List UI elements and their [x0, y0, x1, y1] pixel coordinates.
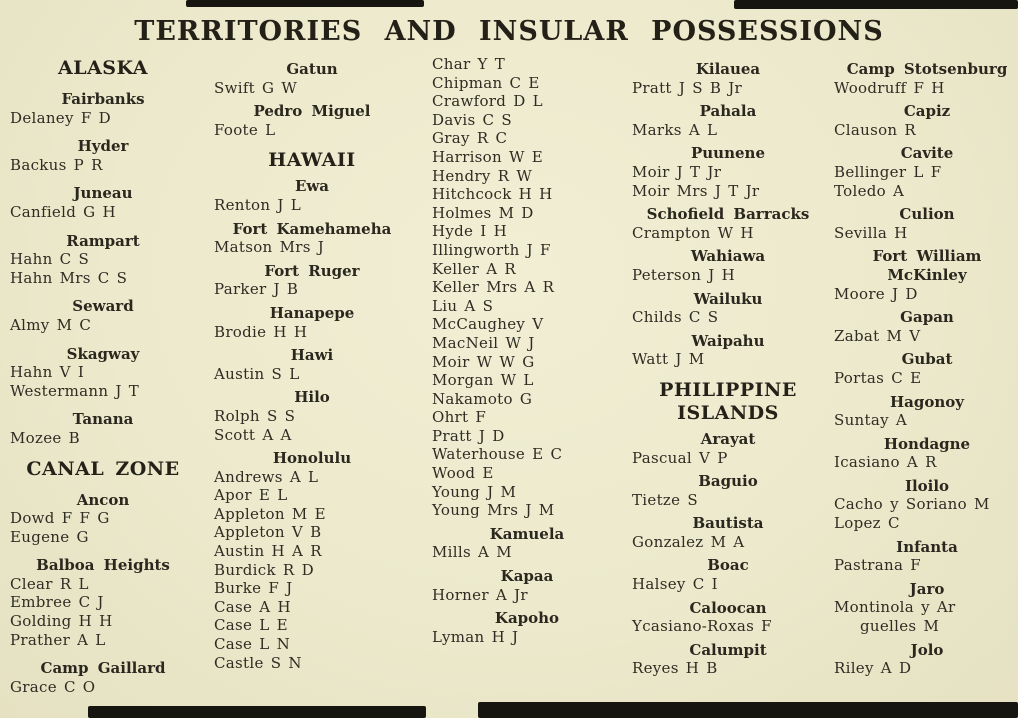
directory-entry: MacNeil W J [432, 333, 535, 352]
directory-entry: Young Mrs J M [432, 501, 555, 520]
directory-entry: Peterson J H [632, 265, 735, 284]
directory-entry: Woodruff F H [834, 78, 945, 97]
directory-entry: Matson Mrs J [214, 238, 325, 257]
directory-entry: Illingworth J F [432, 240, 551, 259]
directory-entry: Ycasiano-Roxas F [632, 617, 772, 636]
directory-entry: Keller Mrs A R [432, 278, 555, 297]
place-header-kapoho: Kapoho [494, 609, 560, 628]
directory-entry: Embree C J [10, 593, 104, 612]
place-header-waipahu: Waipahu [691, 331, 765, 350]
directory-entry: Delaney F D [10, 108, 111, 127]
scan-artifact-top-right [734, 0, 1018, 9]
place-header-fort-kamehameha: Fort Kamehameha [232, 219, 392, 238]
place-header-infanta: Infanta [896, 537, 958, 556]
page-title: TERRITORIES AND INSULAR POSSESSIONS [134, 16, 884, 47]
place-header-jaro: Jaro [909, 579, 945, 598]
directory-entry: Pascual V P [632, 448, 728, 467]
directory-entry: Prather A L [10, 630, 106, 649]
directory-entry: Moir Mrs J T Jr [632, 181, 760, 200]
directory-entry: Morgan W L [432, 371, 534, 390]
place-header-gubat: Gubat [901, 350, 953, 369]
place-header-iloilo: Iloilo [904, 476, 950, 495]
directory-entry: Moir W W G [432, 352, 535, 371]
directory-entry: Gray R C [432, 129, 508, 148]
directory-entry: Hendry R W [432, 166, 533, 185]
place-header-tanana: Tanana [72, 410, 134, 429]
directory-entry: Hahn Mrs C S [10, 268, 128, 287]
place-header-honolulu: Honolulu [272, 449, 352, 468]
directory-entry: Parker J B [214, 280, 299, 299]
place-header-capiz: Capiz [903, 102, 951, 121]
place-header-boac: Boac [707, 556, 749, 575]
place-header-hyder: Hyder [77, 137, 129, 156]
directory-entry: Harrison W E [432, 147, 544, 166]
directory-entry: Suntay A [834, 411, 908, 430]
directory-entry: Renton J L [214, 195, 302, 214]
directory-entry: Icasiano A R [834, 453, 937, 472]
directory-entry: Gonzalez M A [632, 532, 745, 551]
directory-entry: Toledo A [834, 181, 905, 200]
directory-entry: Castle S N [214, 653, 302, 672]
directory-entry: Pratt J S B Jr [632, 78, 743, 97]
place-header-kilauea: Kilauea [695, 60, 761, 78]
directory-entry: Eugene G [10, 527, 89, 546]
place-header-baguio: Baguio [698, 472, 758, 491]
directory-entry: Bellinger L F [834, 162, 942, 181]
directory-entry: Wood E [432, 464, 494, 483]
directory-entry: Chipman C E [432, 73, 540, 92]
place-header-jolo: Jolo [910, 640, 944, 659]
directory-entry: Westermann J T [10, 381, 140, 400]
directory-entry: Marks A L [632, 120, 718, 139]
place-header-fairbanks: Fairbanks [61, 90, 145, 108]
directory-entry: Appleton V B [214, 523, 322, 542]
place-header-hanapepe: Hanapepe [269, 303, 355, 322]
directory-entry: Pastrana F [834, 556, 921, 575]
directory-entry: Holmes M D [432, 203, 534, 222]
directory-entry: Brodie H H [214, 322, 308, 341]
place-header-wahiawa: Wahiawa [690, 247, 766, 266]
place-header-gatun: Gatun [286, 60, 338, 78]
directory-entry: Pratt J D [432, 426, 505, 445]
column-2 [196, 55, 410, 672]
directory-entry: Crampton W H [632, 223, 754, 242]
region-header-canal-zone: CANAL ZONE [26, 457, 180, 480]
place-header-rampart: Rampart [66, 231, 140, 250]
directory-entry: Portas C E [834, 368, 922, 387]
directory-entry: Keller A R [432, 259, 516, 278]
place-header-ewa: Ewa [294, 177, 330, 196]
region-header-hawaii: HAWAII [268, 149, 356, 172]
column-1 [4, 55, 196, 696]
place-header-cavite: Cavite [900, 144, 954, 163]
region-header-philippine-islands: PHILIPPINE ISLANDS [659, 378, 797, 424]
place-header-camp-gaillard: Camp Gaillard [40, 659, 166, 678]
directory-entry: Austin S L [214, 364, 300, 383]
place-header-seward: Seward [72, 297, 134, 316]
directory-entry: Waterhouse E C [432, 445, 563, 464]
directory-entry: Scott A A [214, 425, 292, 444]
directory-entry: Swift G W [214, 78, 298, 97]
place-header-camp-stotsenburg: Camp Stotsenburg [846, 60, 1008, 78]
columns [0, 55, 1018, 696]
directory-entry: Case L N [214, 635, 291, 654]
directory-entry: Riley A D [834, 659, 912, 678]
place-header-balboa-heights: Balboa Heights [36, 556, 170, 575]
place-header-hagonoy: Hagonoy [889, 392, 964, 411]
directory-entry: Burke F J [214, 579, 293, 598]
directory-entry: Canfield G H [10, 202, 116, 221]
place-header-wailuku: Wailuku [693, 289, 763, 308]
column-4 [622, 55, 824, 678]
directory-entry: Davis C S [432, 110, 512, 129]
place-header-hawi: Hawi [290, 346, 334, 365]
directory-entry: Burdick R D [214, 560, 314, 579]
directory-entry: Case A H [214, 597, 291, 616]
place-header-hondagne: Hondagne [883, 434, 971, 453]
directory-entry: Liu A S [432, 296, 494, 315]
directory-entry: Rolph S S [214, 406, 296, 425]
place-header-fort-william-mckinley: Fort William McKinley [872, 247, 982, 284]
directory-entry: Childs C S [632, 308, 719, 327]
directory-entry: Almy M C [10, 315, 92, 334]
place-header-kapaa: Kapaa [500, 567, 554, 586]
directory-entry: Crawford D L [432, 92, 543, 111]
directory-entry: Sevilla H [834, 223, 908, 242]
place-header-juneau: Juneau [73, 184, 133, 203]
directory-entry: Young J M [432, 482, 517, 501]
directory-entry: Dowd F F G [10, 509, 110, 528]
directory-entry: Watt J M [632, 350, 705, 369]
directory-entry: Zabat M V [834, 326, 921, 345]
directory-entry: Ohrt F [432, 408, 487, 427]
directory-entry: Reyes H B [632, 659, 718, 678]
directory-entry: Hahn C S [10, 250, 90, 269]
directory-entry: Cacho y Soriano M [834, 495, 990, 514]
directory-entry: Appleton M E [214, 504, 326, 523]
directory-entry: Hahn V I [10, 363, 85, 382]
scan-artifact-bottom-right [478, 702, 1018, 718]
place-header-gapan: Gapan [900, 308, 954, 327]
directory-entry: Andrews A L [214, 467, 319, 486]
directory-entry: Moir J T Jr [632, 162, 722, 181]
directory-entry: Grace C O [10, 677, 96, 696]
directory-entry: Horner A Jr [432, 585, 528, 604]
place-header-puunene: Puunene [691, 144, 765, 163]
directory-entry: Char Y T [432, 55, 506, 73]
scan-artifact-top-left [186, 0, 424, 7]
directory-entry: Halsey C I [632, 575, 718, 594]
region-header-alaska: ALASKA [57, 57, 149, 79]
directory-entry: Hitchcock H H [432, 185, 553, 204]
directory-entry: Austin H A R [214, 542, 322, 561]
place-header-pahala: Pahala [699, 102, 757, 121]
place-header-schofield-barracks: Schofield Barracks [646, 205, 810, 224]
place-header-hilo: Hilo [294, 388, 330, 407]
directory-entry: Mozee B [10, 428, 80, 447]
place-header-calumpit: Calumpit [689, 640, 767, 659]
directory-entry: McCaughey V [432, 315, 544, 334]
directory-entry: guelles M [860, 617, 940, 636]
place-header-caloocan: Caloocan [689, 598, 767, 617]
directory-entry: Mills A M [432, 543, 512, 562]
place-header-bautista: Bautista [692, 514, 764, 533]
directory-entry: Tietze S [632, 490, 698, 509]
directory-entry: Hyde I H [432, 222, 507, 241]
directory-entry: Nakamoto G [432, 389, 533, 408]
place-header-ancon: Ancon [76, 490, 130, 509]
directory-entry: Clauson R [834, 120, 917, 139]
column-3 [410, 55, 622, 646]
place-header-kamuela: Kamuela [489, 524, 565, 543]
scan-artifact-bottom-left [88, 706, 426, 718]
place-header-skagway: Skagway [66, 344, 140, 363]
directory-entry: Montinola y Ar [834, 598, 956, 617]
directory-entry: Lopez C [834, 514, 900, 533]
directory-entry: Lyman H J [432, 627, 519, 646]
directory-entry: Foote L [214, 120, 276, 139]
place-header-pedro-miguel: Pedro Miguel [253, 102, 371, 121]
place-header-arayat: Arayat [700, 429, 756, 448]
place-header-culion: Culion [899, 205, 955, 224]
directory-entry: Case L E [214, 616, 288, 635]
column-5 [824, 55, 1018, 678]
place-header-fort-ruger: Fort Ruger [264, 261, 360, 280]
directory-entry: Apor E L [214, 486, 288, 505]
directory-entry: Backus P R [10, 155, 103, 174]
directory-entry: Clear R L [10, 574, 89, 593]
directory-entry: Golding H H [10, 612, 113, 631]
directory-entry: Moore J D [834, 284, 918, 303]
